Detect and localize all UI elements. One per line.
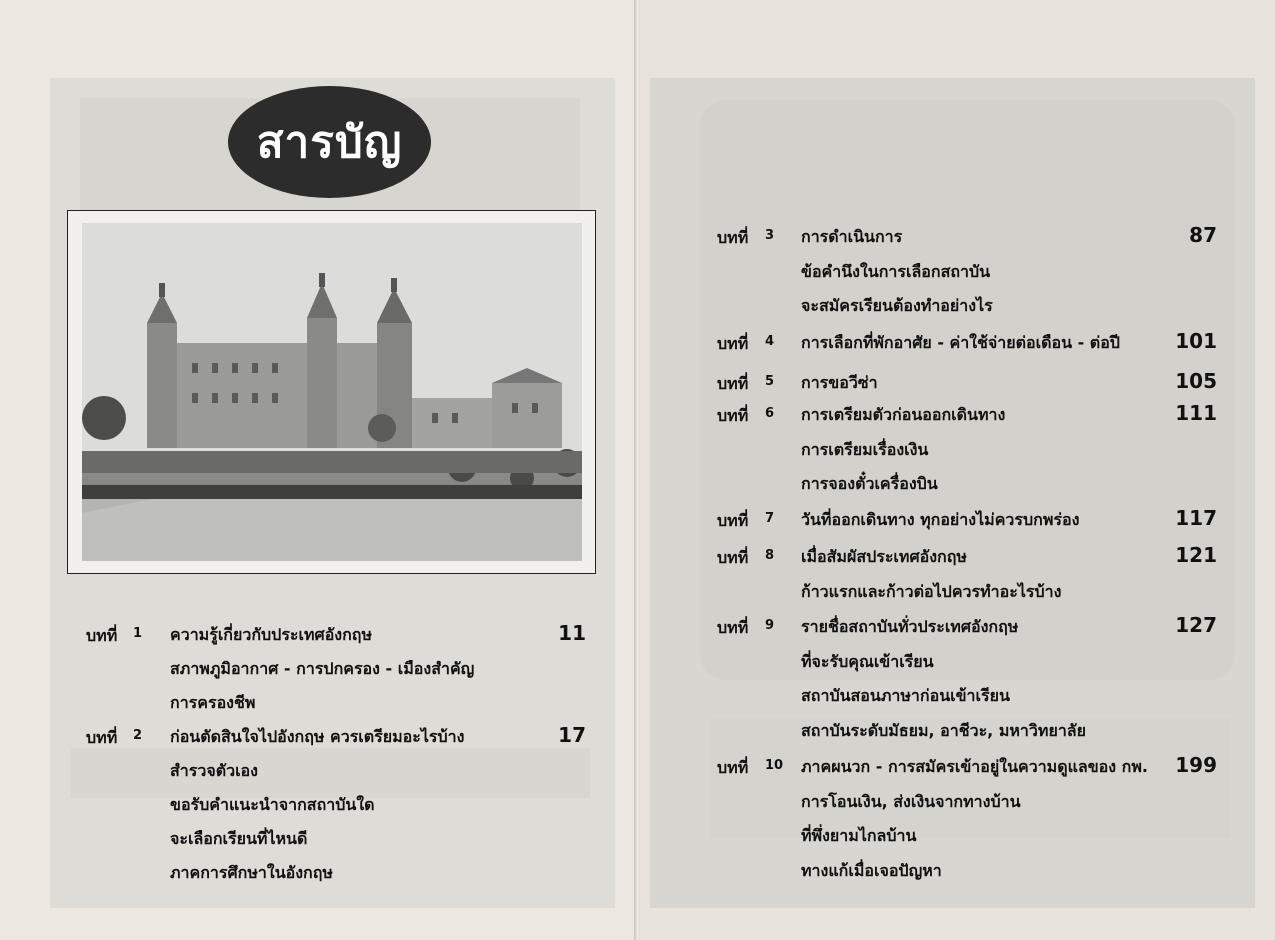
toc-line: รายชื่อสถาบันทั่วประเทศอังกฤษ [801,617,1019,636]
right-background-panel [650,78,1255,908]
chapter-label: บทที่ [717,334,749,353]
page-number: 199 [1175,753,1217,777]
page-title: สารบัญ [256,117,403,168]
chapter-number: 2 [133,728,143,743]
toc-line: สถาบันสอนภาษาก่อนเข้าเรียน [801,686,1010,705]
chapter-number: 8 [765,548,775,563]
chapter-number: 7 [765,511,775,526]
toc-line: ขอรับคำแนะนำจากสถาบันใด [170,795,375,814]
toc-line: การโอนเงิน, ส่งเงินจากทางบ้าน [801,791,1021,811]
page-number: 87 [1189,223,1217,247]
chapter-label: บทที่ [86,728,118,747]
toc-line: วันที่ออกเดินทาง ทุกอย่างไม่ควรบกพร่อง [801,510,1080,529]
toc-line: ข้อคำนึงในการเลือกสถาบัน [801,261,991,281]
chapter-number: 6 [765,406,775,421]
toc-line: สถาบันระดับมัธยม, อาชีวะ, มหาวิทยาลัย [801,720,1086,740]
page-number: 101 [1175,329,1217,353]
castle-photo [82,223,582,561]
chapter-number: 10 [765,758,784,773]
toc-line: เมื่อสัมผัสประเทศอังกฤษ [801,547,967,566]
toc-line: การขอวีซ่า [801,373,878,392]
toc-line: การจองตั๋วเครื่องบิน [801,474,938,493]
page-number: 11 [558,621,586,645]
toc-line: การครองชีพ [170,693,256,712]
toc-line: จะสมัครเรียนต้องทำอย่างไร [801,296,993,315]
page-number: 105 [1175,369,1217,393]
toc-line: ความรู้เกี่ยวกับประเทศอังกฤษ [170,625,373,644]
toc-line: การดำเนินการ [801,227,903,246]
chapter-number: 4 [765,334,775,349]
right-page [640,0,1275,940]
toc-line: ก่อนตัดสินใจไปอังกฤษ ควรเตรียมอะไรบ้าง [170,727,465,746]
toc-line: จะเลือกเรียนที่ไหนดี [170,829,308,848]
chapter-label: บทที่ [717,228,749,247]
chapter-label: บทที่ [86,626,118,645]
page-number: 117 [1175,506,1217,530]
chapter-label: บทที่ [717,548,749,567]
toc-line: ภาคการศึกษาในอังกฤษ [170,863,333,882]
toc-line: สภาพภูมิอากาศ - การปกครอง - เมืองสำคัญ [170,659,475,678]
chapter-number: 3 [765,228,775,243]
page-number: 121 [1175,543,1217,567]
chapter-label: บทที่ [717,511,749,530]
toc-line: สำรวจตัวเอง [170,761,258,780]
chapter-label: บทที่ [717,406,749,425]
page-number: 17 [558,723,586,747]
toc-line: การเตรียมเรื่องเงิน [801,439,929,459]
toc-line: ที่จะรับคุณเข้าเรียน [801,651,934,671]
photo-frame [67,210,596,574]
chapter-number: 1 [133,626,143,641]
toc-line: ก้าวแรกและก้าวต่อไปควรทำอะไรบ้าง [801,581,1062,601]
title-oval [228,86,431,198]
chapter-number: 9 [765,618,775,633]
page-number: 127 [1175,613,1217,637]
toc-line: การเลือกที่พักอาศัย - ค่าใช้จ่ายต่อเดือน - ต่อปี [801,333,1120,352]
chapter-label: บทที่ [717,618,749,637]
toc-line: การเตรียมตัวก่อนออกเดินทาง [801,405,1006,424]
page-number: 111 [1175,401,1217,425]
chapter-label: บทที่ [717,758,749,777]
castle-photo-icon [82,223,582,561]
chapter-label: บทที่ [717,374,749,393]
toc-line: ภาคผนวก - การสมัครเข้าอยู่ในความดูแลของ กพ. [801,757,1148,776]
toc-line: ที่พึ่งยามไกลบ้าน [801,826,917,845]
left-page [0,0,636,940]
chapter-number: 5 [765,374,775,389]
toc-line: ทางแก้เมื่อเจอปัญหา [801,860,942,880]
